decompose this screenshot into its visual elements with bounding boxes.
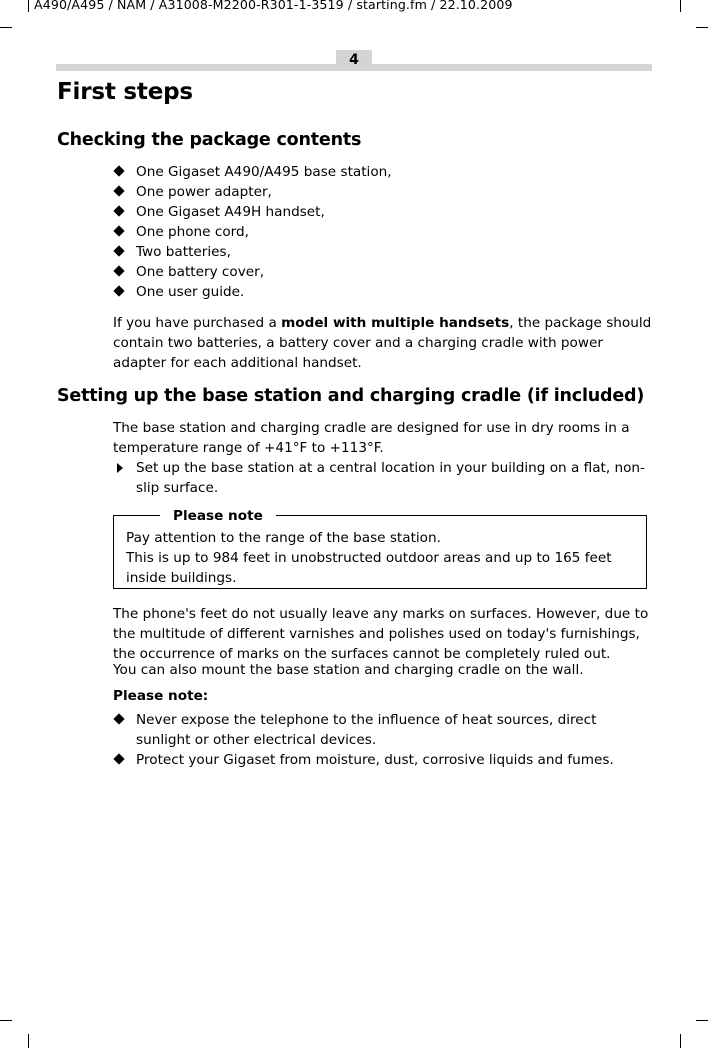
list-item: One Gigaset A490/A495 base station, [113, 162, 392, 182]
list-item: One battery cover, [113, 262, 392, 282]
please-note-label: Please note: [113, 688, 209, 704]
crop-mark [0, 27, 12, 28]
note-text: Pay attention to the range of the base station. This is up to 984 feet in unobstructed outdoor areas and up to 165 feet inside buildings. [126, 530, 612, 586]
list-item: One Gigaset A49H handset, [113, 202, 392, 222]
print-header: A490/A495 / NAM / A31008-M2200-R301-1-3519 / starting.fm / 22.10.2009 [34, 0, 513, 12]
setup-step: Set up the base station at a central location in your building on a flat, non-slip surface. [113, 458, 653, 498]
page-number: 4 [336, 50, 372, 71]
crop-mark [28, 0, 29, 12]
bold-phrase: model with multiple handsets [281, 315, 510, 331]
list-item: Protect your Gigaset from moisture, dust, corrosive liquids and fumes. [113, 750, 653, 770]
crop-mark [0, 1020, 12, 1021]
list-item: One power adapter, [113, 182, 392, 202]
package-contents-list [113, 162, 392, 302]
diamond-bullet-icon [113, 205, 124, 216]
diamond-bullet-icon [113, 185, 124, 196]
crop-mark [680, 1034, 681, 1048]
list-item: Never expose the telephone to the influence of heat sources, direct sunlight or other electrical devices. [113, 710, 653, 750]
arrow-icon [117, 463, 123, 473]
diamond-bullet-icon [113, 265, 124, 276]
feet-marks-paragraph: The phone's feet do not usually leave any marks on surfaces. However, due to the multitude of different varnishes and polishes used on today's furnishings, the occurrence of marks on the surfaces cannot be completely ruled out. [113, 606, 649, 662]
diamond-bullet-icon [113, 165, 124, 176]
section-heading-setup: Setting up the base station and charging cradle (if included) [57, 386, 645, 406]
list-item: One phone cord, [113, 222, 392, 242]
diamond-bullet-icon [113, 753, 124, 764]
crop-mark [696, 1020, 708, 1021]
diamond-bullet-icon [113, 285, 124, 296]
section-heading-package: Checking the package contents [57, 130, 362, 150]
list-item: One user guide. [113, 282, 392, 302]
diamond-bullet-icon [113, 245, 124, 256]
list-item: Two batteries, [113, 242, 392, 262]
diamond-bullet-icon [113, 713, 124, 724]
safety-notes-list [113, 710, 653, 770]
wall-mount-paragraph: You can also mount the base station and charging cradle on the wall. [113, 662, 584, 678]
multi-handset-paragraph: If you have purchased a model with multiple handsets, the package should contain two batteries, a battery cover and a charging cradle with power adapter for each additional handset. [113, 315, 652, 371]
note-title: Please note [160, 506, 276, 526]
crop-mark [28, 1034, 29, 1048]
page-title: First steps [57, 79, 193, 105]
setup-intro: The base station and charging cradle are designed for use in dry rooms in a temperature range of +41°F to +113°F. [113, 420, 630, 456]
crop-mark [696, 27, 708, 28]
crop-mark [680, 0, 681, 12]
diamond-bullet-icon [113, 225, 124, 236]
